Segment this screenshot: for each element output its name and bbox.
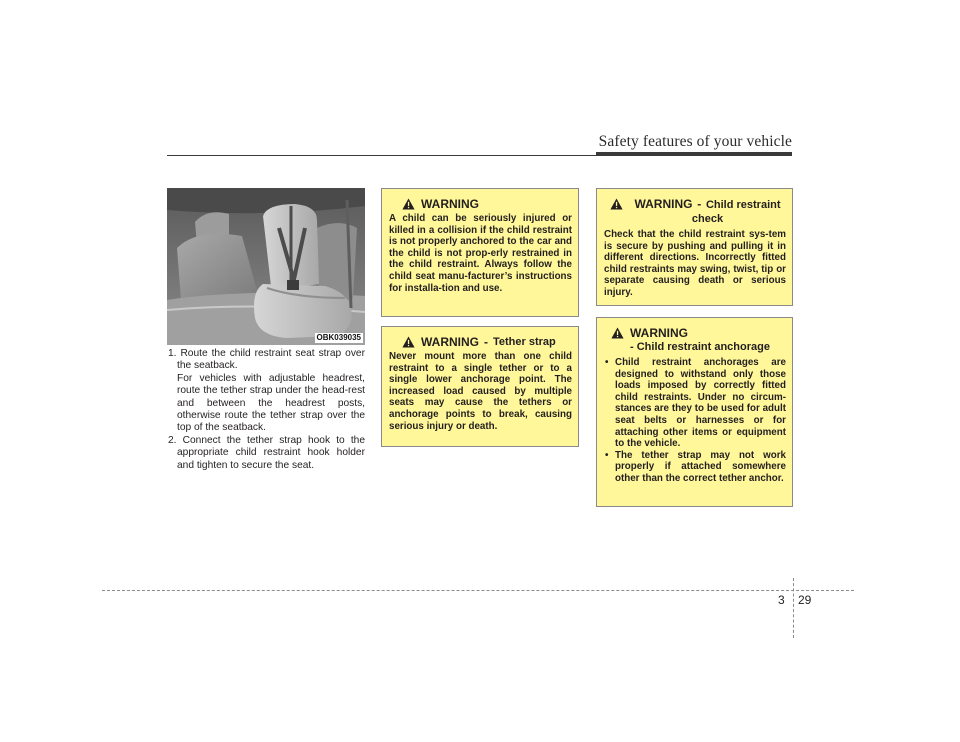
chapter-number: 3 xyxy=(778,593,785,607)
warning-box-general xyxy=(381,188,579,317)
warning-body: A child can be seriously injured or killed in a collision if the child restraint is not properly anchored to the car and the child is not prop-erly restrained in the child restraint. Always follow the child seat manu-facturer’s instructions for installa-tion and use. xyxy=(389,213,572,294)
instruction-steps xyxy=(168,348,365,472)
warning-dash: - xyxy=(697,197,702,211)
warning-triangle-icon xyxy=(402,336,415,348)
warning-triangle-icon xyxy=(402,198,415,210)
photo-code-label: OBK039035 xyxy=(316,333,361,342)
footer-rule xyxy=(102,590,854,591)
warning-title: WARNING xyxy=(630,326,688,340)
warning-triangle-icon xyxy=(610,198,623,210)
footer-divider xyxy=(793,578,794,638)
warning-body: Never mount more than one child restraint to a single tether or to a single lower anchorage point. The increased load caused by multiple seats may cause the tethers or anchorage points to break, causing serious injury or death. xyxy=(389,351,572,432)
warning-subtitle: Child restraint check xyxy=(691,199,781,225)
warning-triangle-icon xyxy=(611,327,624,339)
step-1-note: For vehicles with adjustable headrest, route the tether strap under the head-rest and between the headrest posts, otherwise route the tether strap over the top of the seatback. xyxy=(177,372,365,434)
warning-box-check xyxy=(596,188,793,306)
warning-bullet: • Child restraint anchorages are designed to withstand only those loads imposed by correctly fitted child restraints. Under no circum-stances are they to be used for adult seat belts or harnesses or for attaching other items or equipment to the vehicle. xyxy=(605,357,786,450)
page-number: 29 xyxy=(798,593,812,607)
warning-box-tether xyxy=(381,326,579,447)
child-seat-illustration xyxy=(167,188,365,345)
warning-bullet: • The tether strap may not work properly if attached somewhere other than the correct tether anchor. xyxy=(605,450,786,485)
warning-box-anchorage xyxy=(596,317,793,507)
child-seat-photo xyxy=(167,188,365,345)
step-1: 1. Route the child restraint seat strap over the seatback. xyxy=(168,348,365,372)
warning-title: WARNING xyxy=(634,197,693,211)
warning-subtitle: Tether strap xyxy=(493,336,556,348)
header-rule-accent xyxy=(596,152,792,156)
warning-body: Check that the child restraint sys-tem is secure by pushing and pulling it in different directions. Incorrectly fitted child restraints may swing, twist, tip or separate causing death or serious injury. xyxy=(604,229,786,298)
warning-title: WARNING xyxy=(421,197,479,211)
section-title: Safety features of your vehicle xyxy=(598,133,792,150)
warning-dash: - xyxy=(484,335,488,349)
warning-subtitle: - Child restraint anchorage xyxy=(630,341,770,353)
warning-title: WARNING xyxy=(421,335,479,349)
step-2: 2. Connect the tether strap hook to the appropriate child restraint hook holder and tighten to secure the seat. xyxy=(168,434,365,471)
